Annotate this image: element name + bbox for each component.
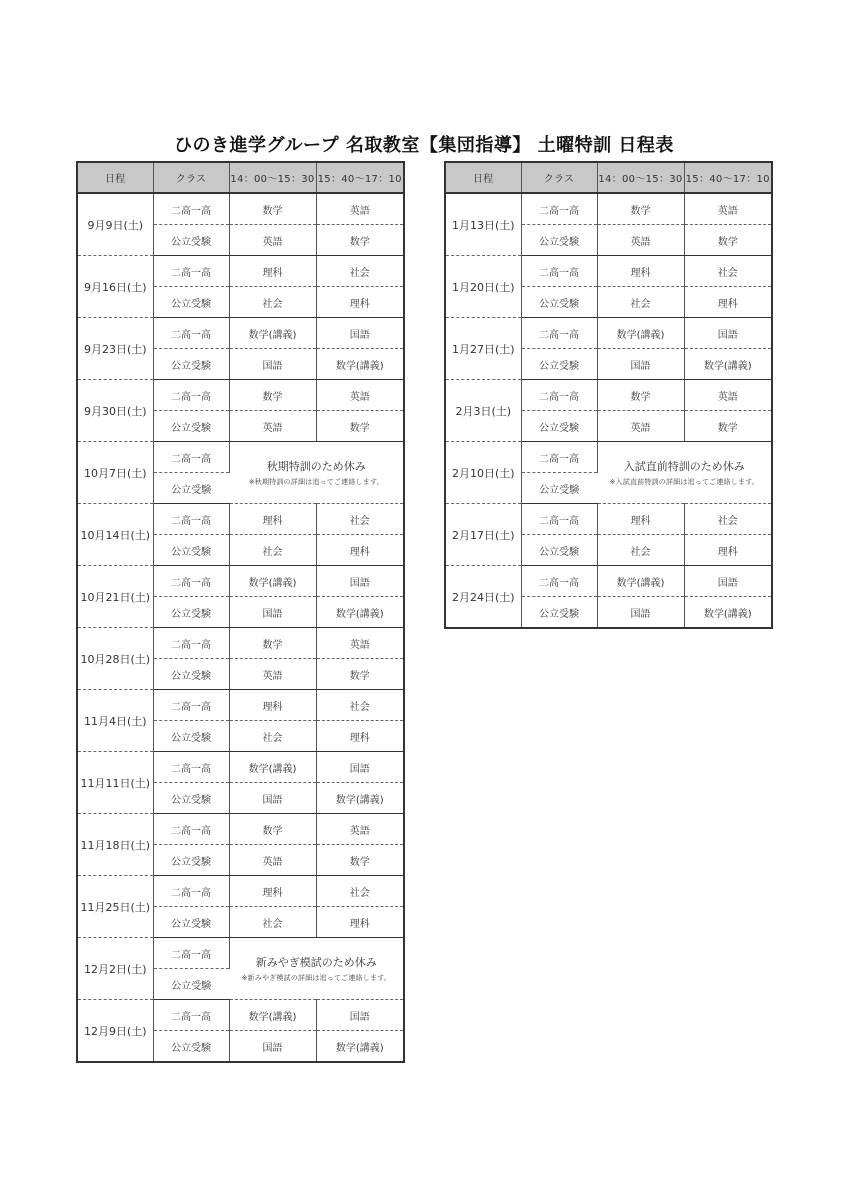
subject-cell: 数学(講義) <box>684 597 772 629</box>
class-cell: 二高一高 <box>153 814 229 845</box>
class-cell: 二高一高 <box>153 380 229 411</box>
date-cell: 10月14日(土) <box>77 504 153 566</box>
date-cell: 1月13日(土) <box>445 193 521 256</box>
date-cell: 2月10日(土) <box>445 442 521 504</box>
header-slot2: 15：40～17：10 <box>316 162 404 193</box>
subject-cell: 数学 <box>316 659 404 690</box>
class-cell: 公立受験 <box>521 535 597 566</box>
date-cell: 10月7日(土) <box>77 442 153 504</box>
subject-cell: 理科 <box>597 256 684 287</box>
table-row <box>77 566 404 597</box>
subject-cell: 数学(講義) <box>597 566 684 597</box>
table-row <box>77 256 404 287</box>
subject-cell: 社会 <box>316 504 404 535</box>
subject-cell: 英語 <box>684 380 772 411</box>
class-cell: 公立受験 <box>153 969 229 1000</box>
holiday-text: 入試直前特訓のため休み <box>623 460 745 473</box>
subject-cell: 国語 <box>684 566 772 597</box>
class-cell: 公立受験 <box>153 845 229 876</box>
header-slot1: 14：00～15：30 <box>229 162 316 193</box>
subject-cell: 数学(講義) <box>316 1031 404 1063</box>
subject-cell: 国語 <box>316 566 404 597</box>
subject-cell: 英語 <box>229 411 316 442</box>
subject-cell: 数学(講義) <box>229 752 316 783</box>
class-cell: 公立受験 <box>153 473 229 504</box>
holiday-text: 秋期特訓のため休み <box>266 460 366 473</box>
subject-cell: 数学 <box>684 225 772 256</box>
class-cell: 公立受験 <box>153 659 229 690</box>
subject-cell: 英語 <box>316 193 404 225</box>
class-cell: 二高一高 <box>521 566 597 597</box>
class-cell: 公立受験 <box>521 287 597 318</box>
table-row <box>445 318 772 349</box>
subject-cell: 英語 <box>316 628 404 659</box>
subject-cell: 英語 <box>684 193 772 225</box>
subject-cell: 国語 <box>316 1000 404 1031</box>
class-cell: 公立受験 <box>153 721 229 752</box>
header-class: クラス <box>521 162 597 193</box>
subject-cell: 数学 <box>316 845 404 876</box>
date-cell: 9月30日(土) <box>77 380 153 442</box>
class-cell: 公立受験 <box>153 597 229 628</box>
class-cell: 二高一高 <box>153 752 229 783</box>
subject-cell: 理科 <box>316 287 404 318</box>
table-row <box>77 876 404 907</box>
date-cell: 10月28日(土) <box>77 628 153 690</box>
date-cell: 11月25日(土) <box>77 876 153 938</box>
subject-cell: 社会 <box>229 287 316 318</box>
subject-cell: 数学 <box>229 380 316 411</box>
subject-cell: 社会 <box>316 690 404 721</box>
subject-cell: 英語 <box>229 845 316 876</box>
subject-cell: 国語 <box>684 318 772 349</box>
header-slot2: 15：40～17：10 <box>684 162 772 193</box>
subject-cell: 英語 <box>597 411 684 442</box>
subject-cell: 数学(講義) <box>316 349 404 380</box>
class-cell: 二高一高 <box>521 256 597 287</box>
subject-cell: 社会 <box>597 287 684 318</box>
header-date: 日程 <box>445 162 521 193</box>
date-cell: 11月4日(土) <box>77 690 153 752</box>
class-cell: 二高一高 <box>153 876 229 907</box>
schedule-table-right <box>444 161 773 629</box>
class-cell: 二高一高 <box>153 938 229 969</box>
class-cell: 公立受験 <box>521 597 597 629</box>
subject-cell: 理科 <box>316 721 404 752</box>
class-cell: 二高一高 <box>153 256 229 287</box>
table-row <box>77 442 404 473</box>
table-row <box>445 380 772 411</box>
subject-cell: 理科 <box>229 690 316 721</box>
class-cell: 二高一高 <box>521 193 597 225</box>
holiday-note: ※新みやぎ模試の詳細は追ってご連絡します。 <box>241 974 391 982</box>
table-row <box>445 193 772 225</box>
date-cell: 9月9日(土) <box>77 193 153 256</box>
date-cell: 2月3日(土) <box>445 380 521 442</box>
subject-cell: 社会 <box>229 535 316 566</box>
class-cell: 二高一高 <box>153 628 229 659</box>
subject-cell: 数学(講義) <box>684 349 772 380</box>
class-cell: 二高一高 <box>153 504 229 535</box>
holiday-note: ※入試直前特訓の詳細は追ってご連絡します。 <box>609 478 759 486</box>
class-cell: 二高一高 <box>153 1000 229 1031</box>
class-cell: 公立受験 <box>153 225 229 256</box>
subject-cell: 数学(講義) <box>229 1000 316 1031</box>
table-row <box>445 566 772 597</box>
subject-cell: 数学(講義) <box>229 566 316 597</box>
subject-cell: 国語 <box>597 349 684 380</box>
table-row <box>77 1000 404 1031</box>
header-date: 日程 <box>77 162 153 193</box>
subject-cell: 社会 <box>684 256 772 287</box>
holiday-cell <box>229 442 404 504</box>
class-cell: 二高一高 <box>153 318 229 349</box>
holiday-cell <box>229 938 404 1000</box>
subject-cell: 数学 <box>316 225 404 256</box>
class-cell: 公立受験 <box>153 1031 229 1063</box>
date-cell: 10月21日(土) <box>77 566 153 628</box>
subject-cell: 数学(講義) <box>597 318 684 349</box>
class-cell: 公立受験 <box>153 783 229 814</box>
holiday-text: 新みやぎ模試のため休み <box>255 956 377 969</box>
subject-cell: 数学 <box>229 814 316 845</box>
table-row <box>77 628 404 659</box>
class-cell: 二高一高 <box>153 442 229 473</box>
subject-cell: 国語 <box>229 1031 316 1063</box>
table-row <box>445 256 772 287</box>
date-cell: 9月23日(土) <box>77 318 153 380</box>
subject-cell: 社会 <box>684 504 772 535</box>
table-header-row <box>77 162 404 193</box>
subject-cell: 数学 <box>684 411 772 442</box>
table-row <box>77 814 404 845</box>
date-cell: 11月11日(土) <box>77 752 153 814</box>
table-row <box>77 938 404 969</box>
class-cell: 公立受験 <box>153 907 229 938</box>
subject-cell: 社会 <box>229 721 316 752</box>
date-cell: 2月24日(土) <box>445 566 521 629</box>
date-cell: 11月18日(土) <box>77 814 153 876</box>
subject-cell: 理科 <box>316 535 404 566</box>
subject-cell: 理科 <box>229 504 316 535</box>
class-cell: 公立受験 <box>521 473 597 504</box>
date-cell: 1月20日(土) <box>445 256 521 318</box>
subject-cell: 国語 <box>316 752 404 783</box>
page-title: ひのき進学グループ 名取教室【集団指導】 土曜特訓 日程表 <box>174 135 674 156</box>
table-row <box>77 690 404 721</box>
subject-cell: 社会 <box>316 256 404 287</box>
subject-cell: 数学 <box>597 380 684 411</box>
subject-cell: 数学 <box>229 193 316 225</box>
class-cell: 公立受験 <box>521 411 597 442</box>
subject-cell: 英語 <box>229 225 316 256</box>
subject-cell: 英語 <box>316 814 404 845</box>
class-cell: 二高一高 <box>153 566 229 597</box>
class-cell: 二高一高 <box>521 318 597 349</box>
subject-cell: 英語 <box>597 225 684 256</box>
table-row <box>77 193 404 225</box>
class-cell: 二高一高 <box>521 380 597 411</box>
schedule-table-left <box>76 161 405 1063</box>
class-cell: 二高一高 <box>153 193 229 225</box>
header-class: クラス <box>153 162 229 193</box>
table-header-row <box>445 162 772 193</box>
table-row <box>445 442 772 473</box>
subject-cell: 理科 <box>229 256 316 287</box>
subject-cell: 国語 <box>229 349 316 380</box>
date-cell: 12月2日(土) <box>77 938 153 1000</box>
subject-cell: 数学(講義) <box>316 597 404 628</box>
subject-cell: 理科 <box>684 535 772 566</box>
holiday-cell <box>597 442 772 504</box>
subject-cell: 数学 <box>229 628 316 659</box>
class-cell: 公立受験 <box>153 535 229 566</box>
subject-cell: 理科 <box>229 876 316 907</box>
subject-cell: 数学(講義) <box>229 318 316 349</box>
table-row <box>445 504 772 535</box>
class-cell: 二高一高 <box>521 442 597 473</box>
subject-cell: 国語 <box>229 597 316 628</box>
header-slot1: 14：00～15：30 <box>597 162 684 193</box>
subject-cell: 国語 <box>229 783 316 814</box>
date-cell: 1月27日(土) <box>445 318 521 380</box>
subject-cell: 理科 <box>597 504 684 535</box>
subject-cell: 数学 <box>597 193 684 225</box>
date-cell: 9月16日(土) <box>77 256 153 318</box>
table-row <box>77 318 404 349</box>
class-cell: 公立受験 <box>153 349 229 380</box>
subject-cell: 社会 <box>597 535 684 566</box>
subject-cell: 数学(講義) <box>316 783 404 814</box>
class-cell: 二高一高 <box>153 690 229 721</box>
table-row <box>77 380 404 411</box>
subject-cell: 理科 <box>316 907 404 938</box>
subject-cell: 数学 <box>316 411 404 442</box>
holiday-note: ※秋期特訓の詳細は追ってご連絡します。 <box>248 478 384 486</box>
subject-cell: 社会 <box>229 907 316 938</box>
subject-cell: 国語 <box>316 318 404 349</box>
date-cell: 12月9日(土) <box>77 1000 153 1063</box>
class-cell: 公立受験 <box>153 287 229 318</box>
date-cell: 2月17日(土) <box>445 504 521 566</box>
subject-cell: 国語 <box>597 597 684 629</box>
table-row <box>77 752 404 783</box>
class-cell: 公立受験 <box>521 349 597 380</box>
subject-cell: 英語 <box>229 659 316 690</box>
class-cell: 公立受験 <box>153 411 229 442</box>
class-cell: 二高一高 <box>521 504 597 535</box>
table-row <box>77 504 404 535</box>
subject-cell: 英語 <box>316 380 404 411</box>
subject-cell: 理科 <box>684 287 772 318</box>
class-cell: 公立受験 <box>521 225 597 256</box>
subject-cell: 社会 <box>316 876 404 907</box>
